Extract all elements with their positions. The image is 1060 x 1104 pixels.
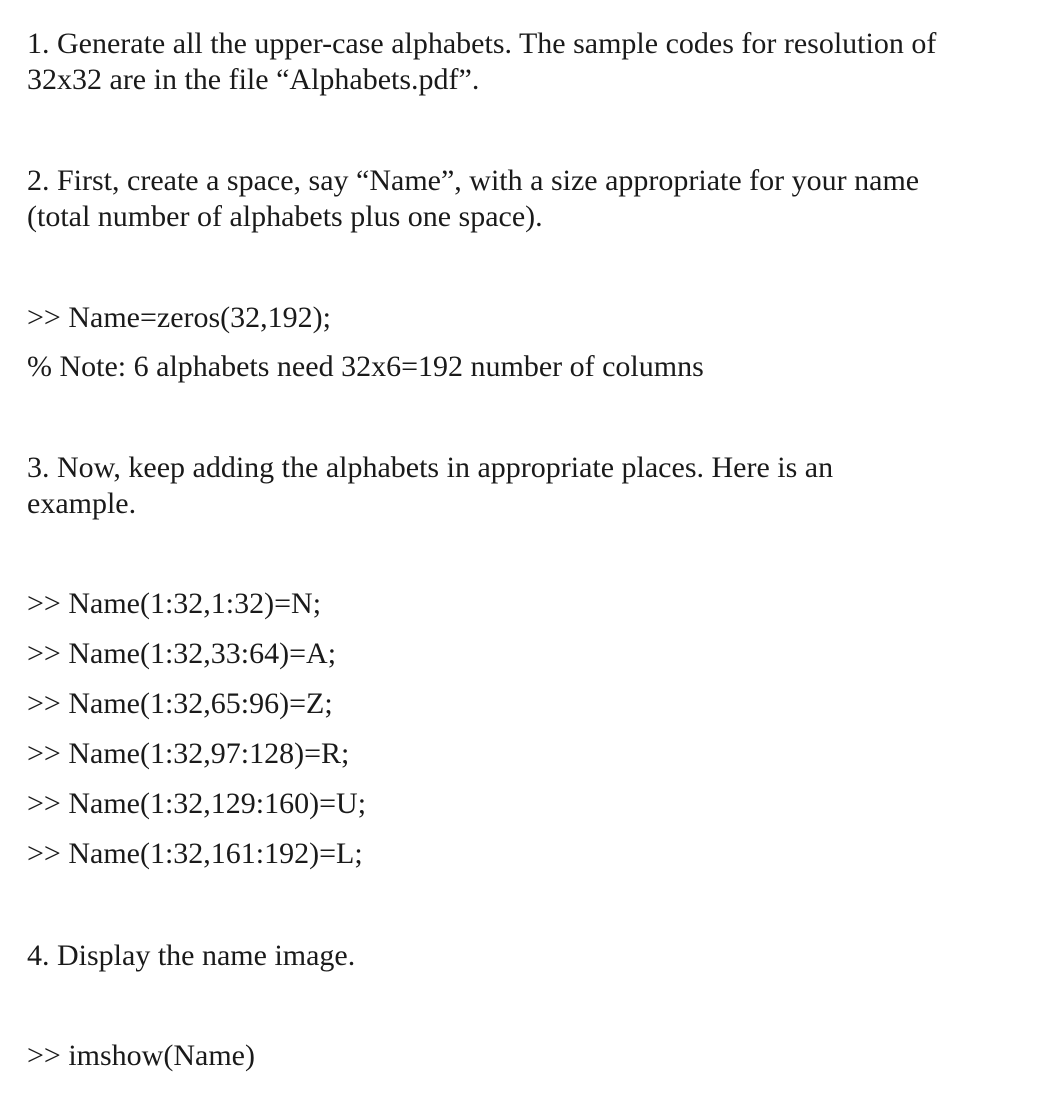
code-assign-line: >> Name(1:32,1:32)=N;: [27, 587, 322, 620]
code-assign-line: >> Name(1:32,33:64)=A;: [27, 637, 337, 670]
step-3-line-2: example.: [27, 487, 137, 520]
step-1-line-2: 32x32 are in the file “Alphabets.pdf”.: [27, 63, 480, 96]
code-assign-line: >> Name(1:32,97:128)=R;: [27, 737, 350, 770]
code-note: % Note: 6 alphabets need 32x6=192 number of columns: [27, 350, 704, 383]
code-imshow-command: >> imshow(Name): [27, 1039, 255, 1072]
step-2-line-2: (total number of alphabets plus one space).: [27, 200, 543, 233]
step-3-line-1: 3. Now, keep adding the alphabets in appropriate places. Here is an: [27, 451, 834, 484]
step-4-line-1: 4. Display the name image.: [27, 939, 356, 972]
code-assign-line: >> Name(1:32,129:160)=U;: [27, 787, 367, 820]
code-zeros-command: >> Name=zeros(32,192);: [27, 301, 331, 334]
step-1-line-1: 1. Generate all the upper-case alphabets. The sample codes for resolution of: [27, 27, 937, 60]
code-assign-line: >> Name(1:32,161:192)=L;: [27, 837, 363, 870]
code-assign-line: >> Name(1:32,65:96)=Z;: [27, 687, 333, 720]
step-2-line-1: 2. First, create a space, say “Name”, with a size appropriate for your name: [27, 164, 920, 197]
